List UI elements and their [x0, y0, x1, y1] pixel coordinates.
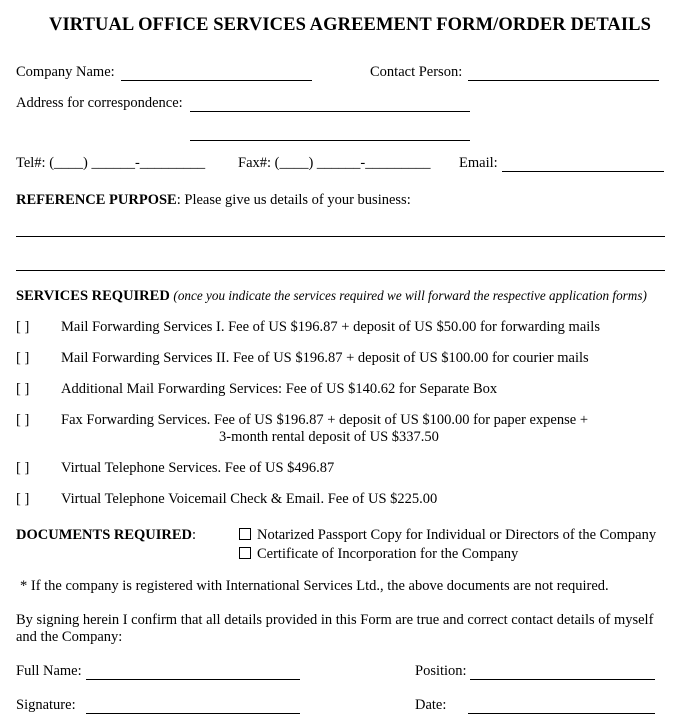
- documents-colon: :: [192, 527, 197, 543]
- reference-purpose: [16, 192, 411, 209]
- date-line: [468, 713, 655, 714]
- reference-line-2: [16, 270, 665, 271]
- services-note: (once you indicate the services required we will forward the respective application forms): [173, 288, 647, 303]
- reference-heading: REFERENCE PURPOSE: [16, 192, 177, 208]
- services-heading-row: [16, 288, 647, 305]
- form-title: VIRTUAL OFFICE SERVICES AGREEMENT FORM/ORDER DETAILS: [49, 15, 651, 35]
- service-item-3: Additional Mail Forwarding Services: Fee of US $140.62 for Separate Box: [61, 381, 498, 397]
- fax-field[interactable]: Fax#: (____) ______-_________: [238, 155, 431, 171]
- address-input-1[interactable]: [190, 93, 468, 111]
- confirmation-line-2: and the Company:: [16, 629, 123, 645]
- position-label: Position:: [415, 663, 467, 679]
- position-line: [470, 679, 655, 680]
- full-name-input[interactable]: [86, 661, 298, 679]
- email-label: Email:: [459, 155, 498, 171]
- address-input-2[interactable]: [190, 122, 468, 140]
- service-item-6: Virtual Telephone Voicemail Check & Email. Fee of US $225.00: [61, 491, 438, 507]
- service-item-2: Mail Forwarding Services II. Fee of US $196.87 + deposit of US $100.00 for courier mails: [61, 350, 589, 366]
- document-checkbox-2[interactable]: [239, 547, 251, 559]
- reference-input-1[interactable]: [16, 218, 664, 236]
- company-name-label: Company Name:: [16, 64, 115, 80]
- company-name-input[interactable]: [121, 62, 311, 80]
- date-input[interactable]: [468, 695, 653, 713]
- services-heading: SERVICES REQUIRED: [16, 288, 170, 304]
- reference-input-2[interactable]: [16, 252, 664, 270]
- signature-label: Signature:: [16, 697, 76, 713]
- service-checkbox-2[interactable]: [ ]: [16, 350, 30, 366]
- contact-person-label: Contact Person:: [370, 64, 463, 80]
- service-checkbox-5[interactable]: [ ]: [16, 460, 30, 476]
- date-label: Date:: [415, 697, 447, 713]
- signature-input[interactable]: [86, 695, 298, 713]
- address-label: Address for correspondence:: [16, 95, 183, 111]
- service-checkbox-4[interactable]: [ ]: [16, 412, 30, 428]
- service-checkbox-1[interactable]: [ ]: [16, 319, 30, 335]
- service-item-1: Mail Forwarding Services I. Fee of US $196.87 + deposit of US $50.00 for forwarding mails: [61, 319, 600, 335]
- contact-person-line: [468, 80, 659, 81]
- documents-heading: DOCUMENTS REQUIRED: [16, 527, 193, 543]
- full-name-label: Full Name:: [16, 663, 82, 679]
- reference-prompt: : Please give us details of your business:: [176, 192, 411, 208]
- service-item-4-cont: 3-month rental deposit of US $337.50: [219, 429, 439, 445]
- service-checkbox-6[interactable]: [ ]: [16, 491, 30, 507]
- document-label-2: Certificate of Incorporation for the Company: [257, 546, 519, 562]
- email-line: [502, 171, 664, 172]
- tel-field[interactable]: Tel#: (____) ______-_________: [16, 155, 206, 171]
- document-item-1: [239, 527, 656, 544]
- documents-note: * If the company is registered with International Services Ltd., the above documents are not required.: [20, 578, 609, 594]
- document-checkbox-1[interactable]: [239, 528, 251, 540]
- address-line-1: [190, 111, 470, 112]
- service-item-4: Fax Forwarding Services. Fee of US $196.87 + deposit of US $100.00 for paper expense +: [61, 412, 588, 428]
- documents-heading-row: [16, 527, 196, 544]
- position-input[interactable]: [470, 661, 653, 679]
- signature-line: [86, 713, 300, 714]
- document-item-2: [239, 546, 518, 563]
- confirmation-line-1: By signing herein I confirm that all details provided in this Form are true and correct contact details of myself: [16, 612, 654, 628]
- full-name-line: [86, 679, 300, 680]
- contact-person-input[interactable]: [468, 62, 658, 80]
- address-line-2: [190, 140, 470, 141]
- document-label-1: Notarized Passport Copy for Individual or Directors of the Company: [257, 527, 657, 543]
- service-item-5: Virtual Telephone Services. Fee of US $496.87: [61, 460, 335, 476]
- email-input[interactable]: [502, 153, 662, 171]
- service-checkbox-3[interactable]: [ ]: [16, 381, 30, 397]
- company-name-line: [121, 80, 312, 81]
- reference-line-1: [16, 236, 665, 237]
